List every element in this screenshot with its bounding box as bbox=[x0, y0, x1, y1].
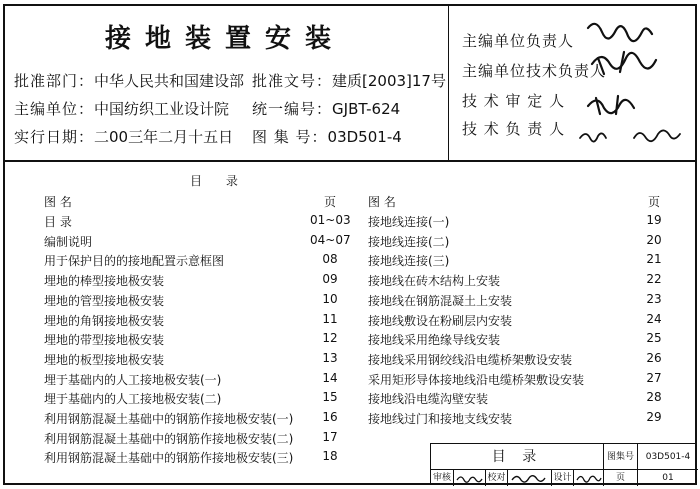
approve-dept-value: 中华人民共和国建设部 bbox=[94, 72, 245, 90]
toc-entry-name: 埋地的带型接地极安装 bbox=[44, 333, 165, 348]
toc-entry-name: 采用矩形导体接地线沿电缆桥架敷设安装 bbox=[368, 372, 585, 387]
toc-entry-name: 接地线采用绝缘导线安装 bbox=[368, 333, 501, 348]
toc-entry-page: 23 bbox=[646, 291, 662, 306]
toc-entry-name: 目 录 bbox=[44, 215, 72, 229]
toc-entry-page: 10 bbox=[322, 291, 338, 306]
toc-entry-page: 08 bbox=[322, 252, 338, 267]
check-signature bbox=[507, 470, 551, 486]
page-label: 页 bbox=[603, 470, 637, 486]
header-divider bbox=[3, 160, 697, 162]
toc-entry-name: 埋地的管型接地极安装 bbox=[44, 293, 165, 308]
exec-date bbox=[14, 126, 233, 147]
editor-unit bbox=[14, 98, 229, 119]
toc-entry-page: 25 bbox=[646, 331, 662, 346]
approve-dept-label: 批准部门： bbox=[14, 72, 95, 90]
col-page-right: 页 bbox=[648, 195, 661, 209]
review-signature bbox=[453, 470, 485, 486]
toc-entry-page: 26 bbox=[646, 350, 662, 365]
editor-unit-value: 中国纺织工业设计院 bbox=[94, 100, 230, 118]
toc-entry-page: 20 bbox=[646, 232, 662, 247]
toc-entry-page: 01~03 bbox=[310, 213, 351, 227]
resp-tech-lead: 技 术 负 责 人 bbox=[462, 120, 566, 138]
toc-entry-name: 接地线连接(二) bbox=[368, 234, 450, 249]
toc-entry-page: 22 bbox=[646, 272, 662, 287]
unified-number-label: 统一编号： bbox=[252, 100, 333, 118]
header-vertical-divider bbox=[448, 4, 449, 161]
unified-number bbox=[252, 98, 400, 119]
toc-entry-name: 利用钢筋混凝土基础中的钢筋作接地极安装(二) bbox=[44, 431, 294, 446]
toc-entry-name: 接地线连接(三) bbox=[368, 254, 450, 269]
toc-entry-page: 28 bbox=[646, 390, 662, 405]
toc-entry-page: 24 bbox=[646, 311, 662, 326]
toc-entry-name: 利用钢筋混凝土基础中的钢筋作接地极安装(三) bbox=[44, 451, 294, 466]
toc-entry-page: 14 bbox=[322, 370, 338, 385]
col-title-right: 图 名 bbox=[368, 195, 396, 209]
doc-number-label: 批准文号： bbox=[252, 72, 333, 90]
approve-dept bbox=[14, 70, 244, 91]
atlas-label: 图集号 bbox=[603, 444, 637, 470]
toc-entry-page: 13 bbox=[322, 350, 338, 365]
toc-entry-page: 19 bbox=[646, 213, 662, 227]
unified-number-value: GJBT-624 bbox=[332, 100, 401, 118]
resp-chief-editor: 主编单位负责人 bbox=[462, 32, 575, 50]
toc-entry-name: 埋于基础内的人工接地极安装(一) bbox=[44, 372, 222, 387]
toc-entry-page: 18 bbox=[322, 449, 338, 464]
col-title-left: 图 名 bbox=[44, 195, 72, 209]
toc-entry-page: 04~07 bbox=[310, 232, 351, 247]
page-value: 01 bbox=[637, 470, 698, 486]
toc-entry-page: 12 bbox=[322, 331, 338, 346]
toc-entry-name: 用于保护目的的接地配置示意框图 bbox=[44, 254, 225, 269]
review-label: 审核 bbox=[432, 473, 451, 483]
toc-entry-page: 27 bbox=[646, 370, 662, 385]
toc-entry-name: 编制说明 bbox=[44, 234, 93, 249]
toc-entry-name: 接地线在钢筋混凝土上安装 bbox=[368, 293, 513, 308]
editor-unit-label: 主编单位： bbox=[14, 100, 95, 118]
atlas-number bbox=[252, 126, 402, 147]
toc-entry-name: 接地线沿电缆沟壁安装 bbox=[368, 392, 489, 407]
toc-entry-name: 埋地的板型接地极安装 bbox=[44, 352, 165, 367]
doc-number bbox=[252, 70, 446, 91]
resp-chief-tech: 主编单位技术负责人 bbox=[462, 62, 607, 80]
atlas-number-value: 03D501-4 bbox=[327, 128, 402, 146]
toc-entry-name: 接地线过门和接地支线安装 bbox=[368, 412, 513, 426]
resp-reviewer: 技 术 审 定 人 bbox=[462, 92, 566, 110]
title-block bbox=[430, 443, 697, 485]
design-label: 设计 bbox=[551, 470, 573, 486]
toc-entry-name: 接地线采用钢绞线沿电缆桥架敷设安装 bbox=[368, 352, 573, 367]
check-label: 校对 bbox=[485, 470, 507, 486]
toc-heading: 目 录 bbox=[190, 174, 248, 188]
doc-number-value: 建质[2003]17号 bbox=[332, 72, 446, 90]
page-title: 接地装置安装 bbox=[104, 24, 345, 54]
sheet-title: 目 录 bbox=[431, 444, 603, 470]
toc-entry-name: 埋于基础内的人工接地极安装(二) bbox=[44, 392, 222, 407]
toc-entry-page: 11 bbox=[322, 311, 338, 326]
exec-date-label: 实行日期： bbox=[14, 128, 95, 146]
toc-entry-page: 16 bbox=[322, 410, 338, 424]
toc-entry-page: 09 bbox=[322, 272, 338, 287]
toc-entry-name: 埋地的棒型接地极安装 bbox=[44, 274, 165, 289]
toc-entry-page: 15 bbox=[322, 390, 338, 405]
toc-entry-page: 21 bbox=[646, 252, 662, 267]
toc-entry-name: 接地线在砖木结构上安装 bbox=[368, 274, 501, 289]
exec-date-value: 二00三年二月十五日 bbox=[94, 128, 234, 146]
toc-entry-name: 埋地的角钢接地极安装 bbox=[44, 313, 165, 328]
toc-entry-name: 接地线敷设在粉刷层内安装 bbox=[368, 313, 513, 328]
toc-entry-name: 利用钢筋混凝土基础中的钢筋作接地极安装(一) bbox=[44, 412, 294, 426]
toc-entry-page: 29 bbox=[646, 410, 662, 424]
atlas-number-label: 图 集 号： bbox=[252, 128, 328, 146]
signatures-image bbox=[578, 14, 696, 154]
design-signature bbox=[573, 470, 603, 486]
toc-entry-name: 接地线连接(一) bbox=[368, 215, 450, 229]
atlas-value: 03D501-4 bbox=[637, 444, 698, 470]
col-page-left: 页 bbox=[324, 195, 337, 209]
toc-entry-page: 17 bbox=[322, 429, 338, 444]
